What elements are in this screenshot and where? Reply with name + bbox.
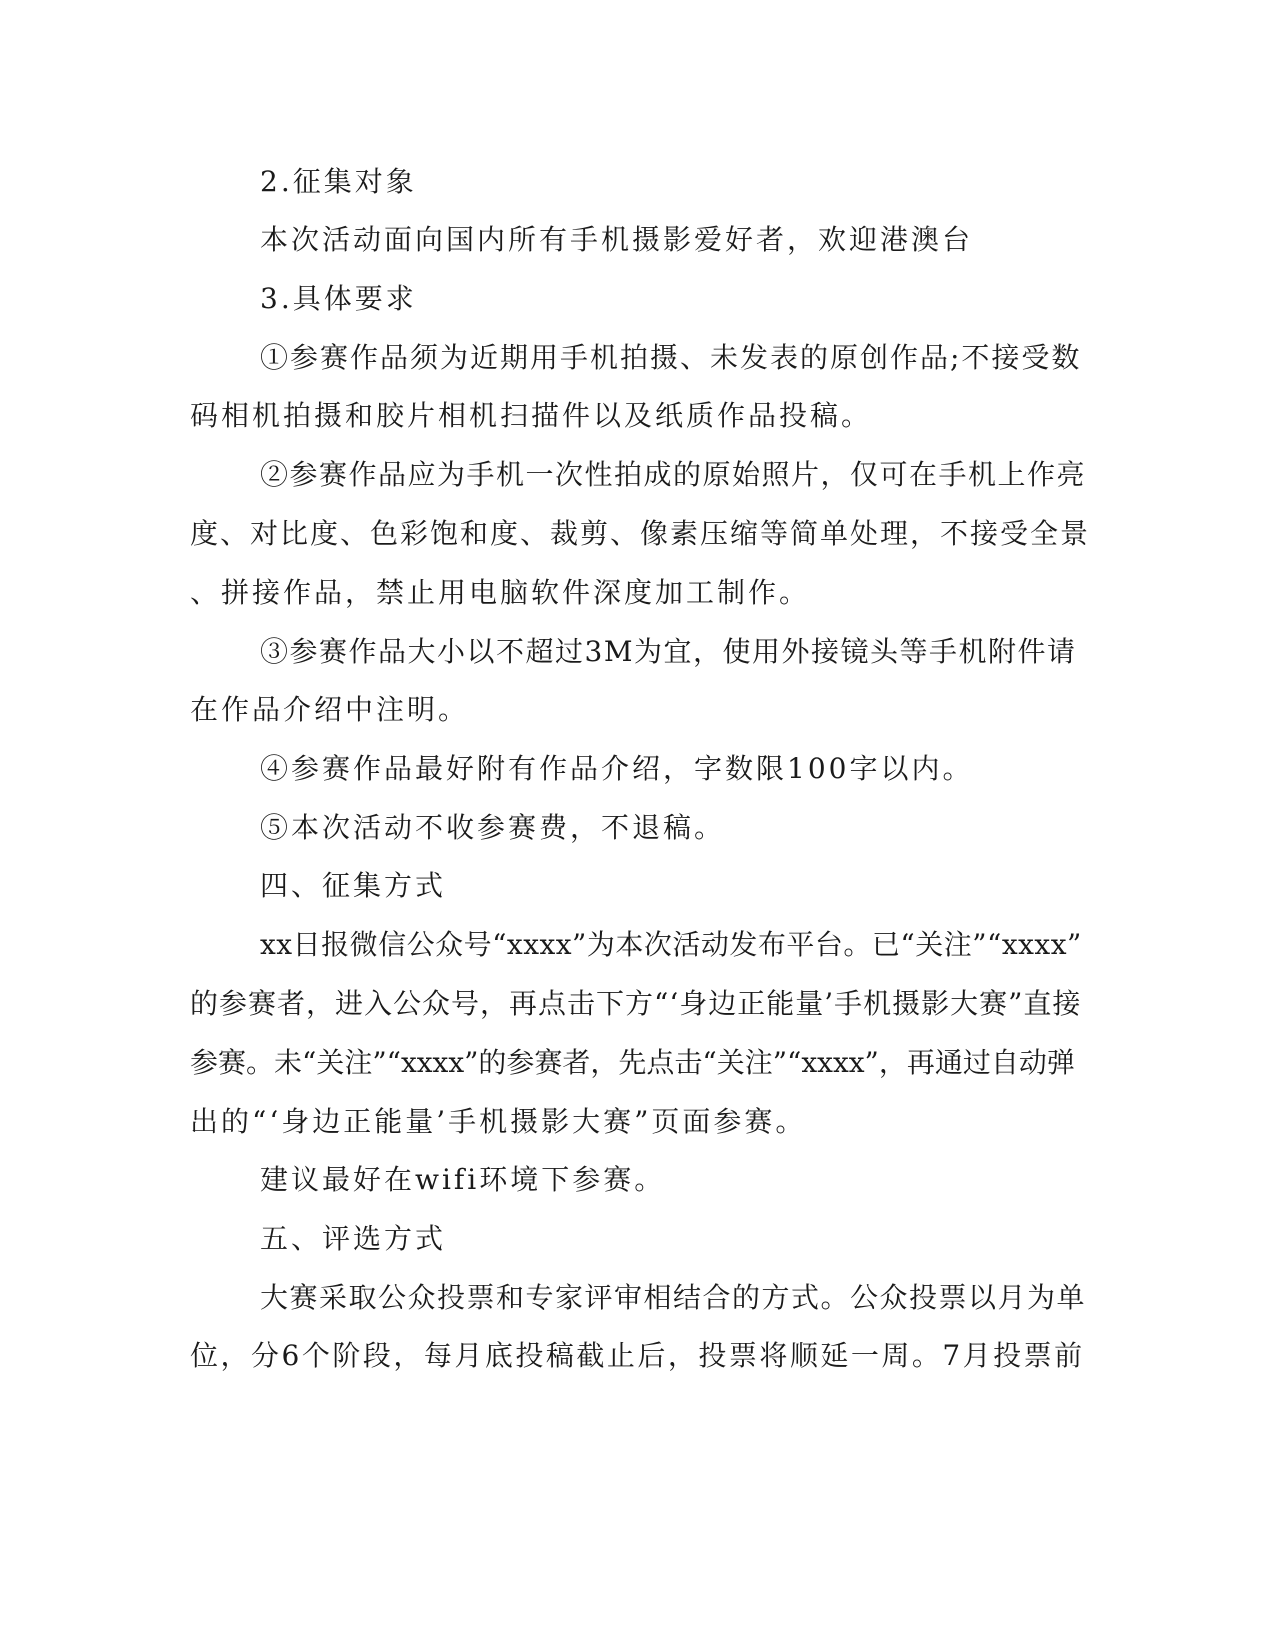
paragraph-line: 度、对比度、色彩饱和度、裁剪、像素压缩等简单处理，不接受全景 (190, 517, 1091, 550)
paragraph-line: 、拼接作品，禁止用电脑软件深度加工制作。 (190, 576, 811, 609)
paragraph-line: ⑤本次活动不收参赛费，不退稿。 (260, 811, 726, 844)
section-heading-selection-method: 五、评选方式 (260, 1222, 447, 1255)
section-heading-collection-method: 四、征集方式 (260, 869, 447, 902)
paragraph-line: xx日报微信公众号“xxxx”为本次活动发布平台。已“关注”“xxxx” (260, 928, 1082, 961)
section-heading-requirements: 3.具体要求 (260, 282, 417, 315)
paragraph-line: ④参赛作品最好附有作品介绍，字数限100字以内。 (260, 752, 974, 785)
paragraph-line: 建议最好在wifi环境下参赛。 (260, 1163, 666, 1196)
paragraph-line: 参赛。未“关注”“xxxx”的参赛者，先点击“关注”“xxxx”，再通过自动弹 (190, 1046, 1075, 1079)
paragraph-line: 位，分6个阶段，每月底投稿截止后，投票将顺延一周。7月投票前 (190, 1339, 1085, 1372)
paragraph-line: ①参赛作品须为近期用手机拍摄、未发表的原创作品;不接受数 (260, 341, 1082, 374)
paragraph-line: 出的“‘身边正能量’手机摄影大赛”页面参赛。 (190, 1105, 807, 1138)
paragraph-line: ③参赛作品大小以不超过3M为宜，使用外接镜头等手机附件请 (260, 635, 1077, 668)
section-heading-collection-target: 2.征集对象 (260, 165, 417, 198)
paragraph-line: 码相机拍摄和胶片相机扫描件以及纸质作品投稿。 (190, 399, 873, 432)
paragraph-line: 本次活动面向国内所有手机摄影爱好者，欢迎港澳台 (260, 223, 974, 256)
paragraph-line: 的参赛者，进入公众号，再点击下方“‘身边正能量’手机摄影大赛”直接 (190, 987, 1082, 1020)
paragraph-line: 在作品介绍中注明。 (190, 693, 470, 726)
paragraph-line: 大赛采取公众投票和专家评审相结合的方式。公众投票以月为单 (260, 1281, 1087, 1314)
paragraph-line: ②参赛作品应为手机一次性拍成的原始照片，仅可在手机上作亮 (260, 458, 1087, 491)
